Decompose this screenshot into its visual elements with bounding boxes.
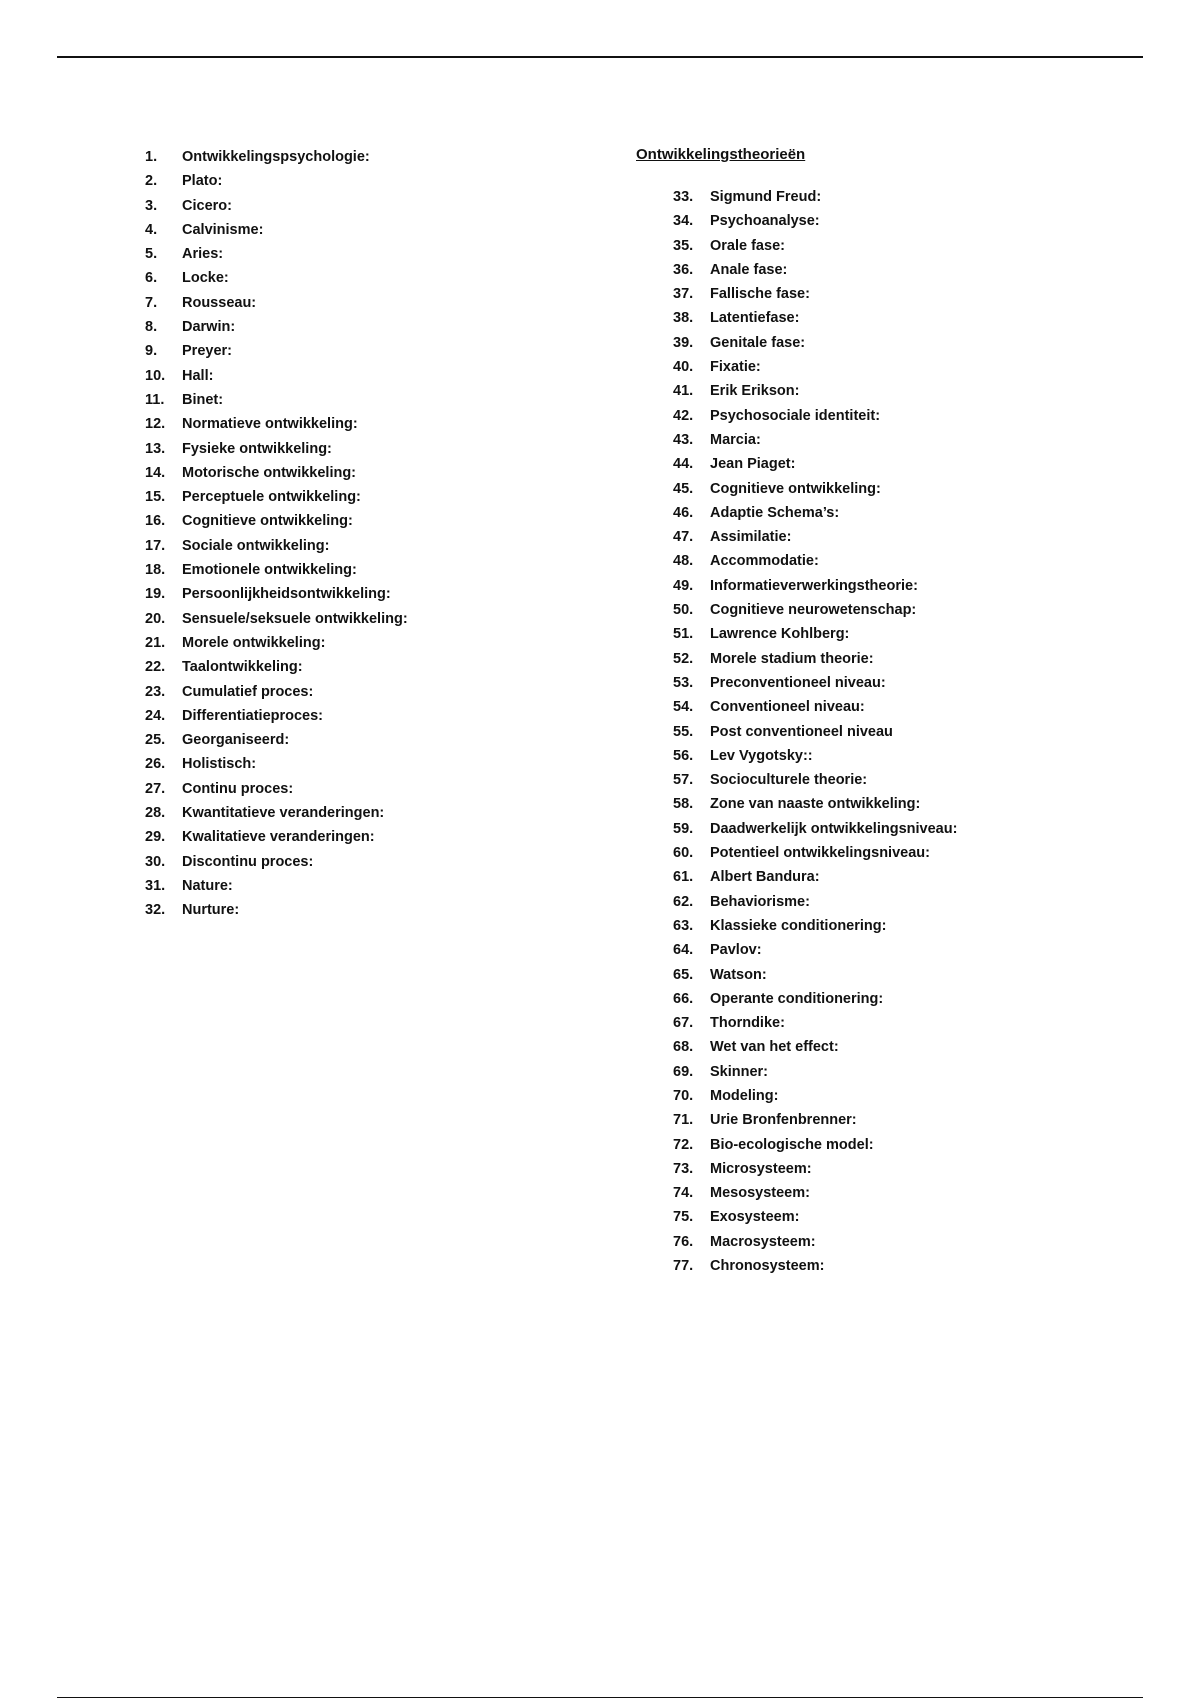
list-item [145,461,408,485]
item-number: 69. [673,1063,694,1080]
item-number: 7. [145,294,158,311]
item-term: Cognitieve neurowetenschap: [710,602,917,619]
item-number: 32. [145,902,166,919]
item-term: Pavlov: [710,942,762,959]
item-number: 76. [673,1233,694,1250]
item-number: 48. [673,553,694,570]
item-number: 73. [673,1160,694,1177]
item-term: Sigmund Freud: [710,189,822,205]
item-number: 57. [673,772,694,789]
item-number: 19. [145,586,166,603]
item-number: 72. [673,1136,694,1153]
item-term: Mesosysteem: [710,1185,810,1202]
list-item [673,1060,957,1084]
item-number: 29. [145,829,166,846]
item-number: 8. [145,319,158,336]
list-item [673,744,957,768]
list-item [673,1181,957,1205]
item-number: 75. [673,1209,694,1226]
item-number: 68. [673,1039,694,1056]
list-item [145,388,408,412]
item-number: 31. [145,877,166,894]
item-term: Behaviorisme: [710,893,810,910]
list-item [673,209,957,233]
item-term: Cicero: [182,197,232,214]
item-number: 67. [673,1015,694,1032]
item-term: Operante conditionering: [710,990,884,1007]
item-term: Perceptuele ontwikkeling: [182,489,361,506]
list-item [145,631,408,655]
list-item [673,501,957,525]
item-number: 13. [145,440,166,457]
item-term: Jean Piaget: [710,456,796,473]
item-number: 46. [673,504,694,521]
list-item [145,752,408,776]
item-term: Zone van naaste ontwikkeling: [710,796,921,813]
item-term: Hall: [182,367,214,384]
list-item [145,582,408,606]
list-item [673,355,957,379]
list-item [673,1230,957,1254]
item-number: 20. [145,610,166,627]
list-item [673,1084,957,1108]
list-item [673,671,957,695]
left-column [145,145,408,923]
item-number: 54. [673,699,694,716]
list-item [145,266,408,290]
item-number: 40. [673,359,694,376]
item-term: Plato: [182,173,223,190]
item-number: 17. [145,537,166,554]
list-item [145,655,408,679]
item-number: 37. [673,286,694,303]
list-item [673,1254,957,1278]
item-term: Albert Bandura: [710,869,820,886]
list-item [673,234,957,258]
item-term: Conventioneel niveau: [710,699,865,716]
item-term: Morele ontwikkeling: [182,634,326,651]
item-term: Cognitieve ontwikkeling: [182,513,353,530]
item-number: 4. [145,221,158,238]
item-term: Aries: [182,246,224,263]
list-item [673,574,957,598]
term-list-left [145,145,408,923]
list-item [673,817,957,841]
list-item [145,607,408,631]
list-item [145,194,408,218]
list-item [673,622,957,646]
item-term: Taalontwikkeling: [182,659,303,676]
list-item [673,1035,957,1059]
item-number: 74. [673,1185,694,1202]
section-heading: Ontwikkelingstheorieën [636,146,806,163]
item-number: 12. [145,416,166,433]
list-item [673,792,957,816]
list-item [673,428,957,452]
list-item [145,534,408,558]
item-number: 35. [673,237,694,254]
item-number: 14. [145,464,166,481]
item-number: 2. [145,173,158,190]
list-item [673,258,957,282]
list-item [673,452,957,476]
item-number: 6. [145,270,158,287]
item-number: 58. [673,796,694,813]
item-number: 26. [145,756,166,773]
item-number: 10. [145,367,166,384]
item-term: Cognitieve ontwikkeling: [710,480,881,497]
header-rule [57,56,1143,58]
list-item [673,841,957,865]
item-number: 47. [673,529,694,546]
item-term: Exosysteem: [710,1209,800,1226]
item-number: 62. [673,893,694,910]
list-item [673,549,957,573]
item-term: Genitale fase: [710,334,806,351]
footer-rule [57,1697,1143,1698]
list-item [145,704,408,728]
list-item [145,291,408,315]
item-number: 71. [673,1112,694,1129]
item-number: 45. [673,480,694,497]
item-number: 27. [145,780,166,797]
item-number: 1. [145,149,158,165]
list-item [145,509,408,533]
list-item [673,525,957,549]
item-number: 63. [673,917,694,934]
item-term: Continu proces: [182,780,294,797]
item-number: 77. [673,1258,694,1275]
item-number: 38. [673,310,694,327]
item-number: 53. [673,674,694,691]
item-term: Morele stadium theorie: [710,650,874,667]
item-term: Chronosysteem: [710,1258,825,1275]
list-item [673,1011,957,1035]
item-term: Preyer: [182,343,232,360]
list-item [673,890,957,914]
item-term: Fysieke ontwikkeling: [182,440,332,457]
item-number: 51. [673,626,694,643]
list-item [673,1205,957,1229]
list-item [673,598,957,622]
item-number: 11. [145,391,165,408]
item-term: Socioculturele theorie: [710,772,868,789]
item-number: 9. [145,343,158,360]
item-term: Rousseau: [182,294,257,311]
list-item [145,437,408,461]
list-item [673,282,957,306]
item-term: Psychoanalyse: [710,213,820,230]
item-term: Differentiatieproces: [182,707,324,724]
item-term: Cumulatief proces: [182,683,314,700]
item-number: 33. [673,189,694,205]
item-term: Fixatie: [710,359,761,376]
list-item [673,963,957,987]
item-term: Latentiefase: [710,310,800,327]
item-term: Erik Erikson: [710,383,800,400]
item-term: Nurture: [182,902,240,919]
item-term: Sociale ontwikkeling: [182,537,330,554]
item-number: 60. [673,845,694,862]
item-number: 24. [145,707,166,724]
item-number: 15. [145,489,166,506]
list-item [145,898,408,922]
item-term: Daadwerkelijk ontwikkelingsniveau: [710,820,958,837]
list-item [145,145,408,169]
item-number: 56. [673,747,694,764]
list-item [145,315,408,339]
item-term: Discontinu proces: [182,853,314,870]
item-term: Accommodatie: [710,553,819,570]
list-item [673,768,957,792]
item-term: Persoonlijkheidsontwikkeling: [182,586,391,603]
list-item [145,242,408,266]
item-number: 50. [673,602,694,619]
item-term: Georganiseerd: [182,732,290,749]
list-item [145,874,408,898]
list-item [145,339,408,363]
item-term: Thorndike: [710,1015,785,1032]
list-item [145,558,408,582]
item-number: 3. [145,197,158,214]
item-number: 70. [673,1087,694,1104]
list-item [145,680,408,704]
item-number: 64. [673,942,694,959]
item-number: 23. [145,683,166,700]
item-term: Preconventioneel niveau: [710,674,886,691]
item-term: Sensuele/seksuele ontwikkeling: [182,610,408,627]
list-item [673,695,957,719]
list-item [673,306,957,330]
item-term: Marcia: [710,431,761,448]
item-term: Adaptie Schema’s: [710,504,840,521]
list-item [145,825,408,849]
item-term: Locke: [182,270,229,287]
list-item [145,801,408,825]
list-item [673,379,957,403]
item-number: 44. [673,456,694,473]
item-number: 66. [673,990,694,1007]
item-term: Assimilatie: [710,529,792,546]
list-item [673,987,957,1011]
item-number: 21. [145,634,166,651]
item-term: Skinner: [710,1063,769,1080]
item-term: Fallische fase: [710,286,810,303]
list-item [673,185,957,209]
list-item [145,728,408,752]
item-term: Normatieve ontwikkeling: [182,416,358,433]
item-number: 16. [145,513,166,530]
item-number: 59. [673,820,694,837]
item-term: Binet: [182,391,224,408]
item-number: 18. [145,562,166,579]
item-term: Kwalitatieve veranderingen: [182,829,375,846]
list-item [145,169,408,193]
item-number: 55. [673,723,694,740]
item-number: 65. [673,966,694,983]
item-number: 34. [673,213,694,230]
item-term: Orale fase: [710,237,785,254]
item-number: 43. [673,431,694,448]
item-term: Bio-ecologische model: [710,1136,874,1153]
list-item [673,1108,957,1132]
list-item [145,485,408,509]
list-item [673,477,957,501]
item-number: 28. [145,805,166,822]
item-term: Nature: [182,877,233,894]
item-term: Emotionele ontwikkeling: [182,562,357,579]
item-term: Kwantitatieve veranderingen: [182,805,385,822]
item-term: Psychosociale identiteit: [710,407,881,424]
item-term: Darwin: [182,319,236,336]
item-number: 41. [673,383,694,400]
list-item [145,364,408,388]
item-term: Anale fase: [710,261,788,278]
item-term: Lev Vygotsky:: [710,747,813,764]
list-item [673,720,957,744]
item-term: Modeling: [710,1087,779,1104]
item-term: Post conventioneel niveau [710,723,893,740]
list-item [673,914,957,938]
item-term: Ontwikkelingspsychologie: [182,149,370,165]
item-number: 30. [145,853,166,870]
item-term: Macrosysteem: [710,1233,816,1250]
item-number: 61. [673,869,694,886]
list-item [673,865,957,889]
item-number: 25. [145,732,166,749]
item-number: 36. [673,261,694,278]
list-item [673,331,957,355]
list-item [145,218,408,242]
item-term: Lawrence Kohlberg: [710,626,850,643]
list-item [673,404,957,428]
item-number: 39. [673,334,694,351]
list-item [145,412,408,436]
item-term: Klassieke conditionering: [710,917,887,934]
item-number: 5. [145,246,158,263]
item-term: Calvinisme: [182,221,264,238]
list-item [673,938,957,962]
list-item [673,647,957,671]
item-term: Motorische ontwikkeling: [182,464,357,481]
item-term: Wet van het effect: [710,1039,839,1056]
list-item [673,1133,957,1157]
term-list-right [673,185,957,1278]
right-column [636,145,957,1278]
item-term: Informatieverwerkingstheorie: [710,577,918,594]
list-item [145,777,408,801]
item-number: 49. [673,577,694,594]
list-item [673,1157,957,1181]
item-term: Urie Bronfenbrenner: [710,1112,857,1129]
list-item [145,850,408,874]
item-number: 52. [673,650,694,667]
item-term: Potentieel ontwikkelingsniveau: [710,845,930,862]
item-term: Microsysteem: [710,1160,812,1177]
item-number: 22. [145,659,166,676]
item-number: 42. [673,407,694,424]
item-term: Watson: [710,966,767,983]
item-term: Holistisch: [182,756,257,773]
